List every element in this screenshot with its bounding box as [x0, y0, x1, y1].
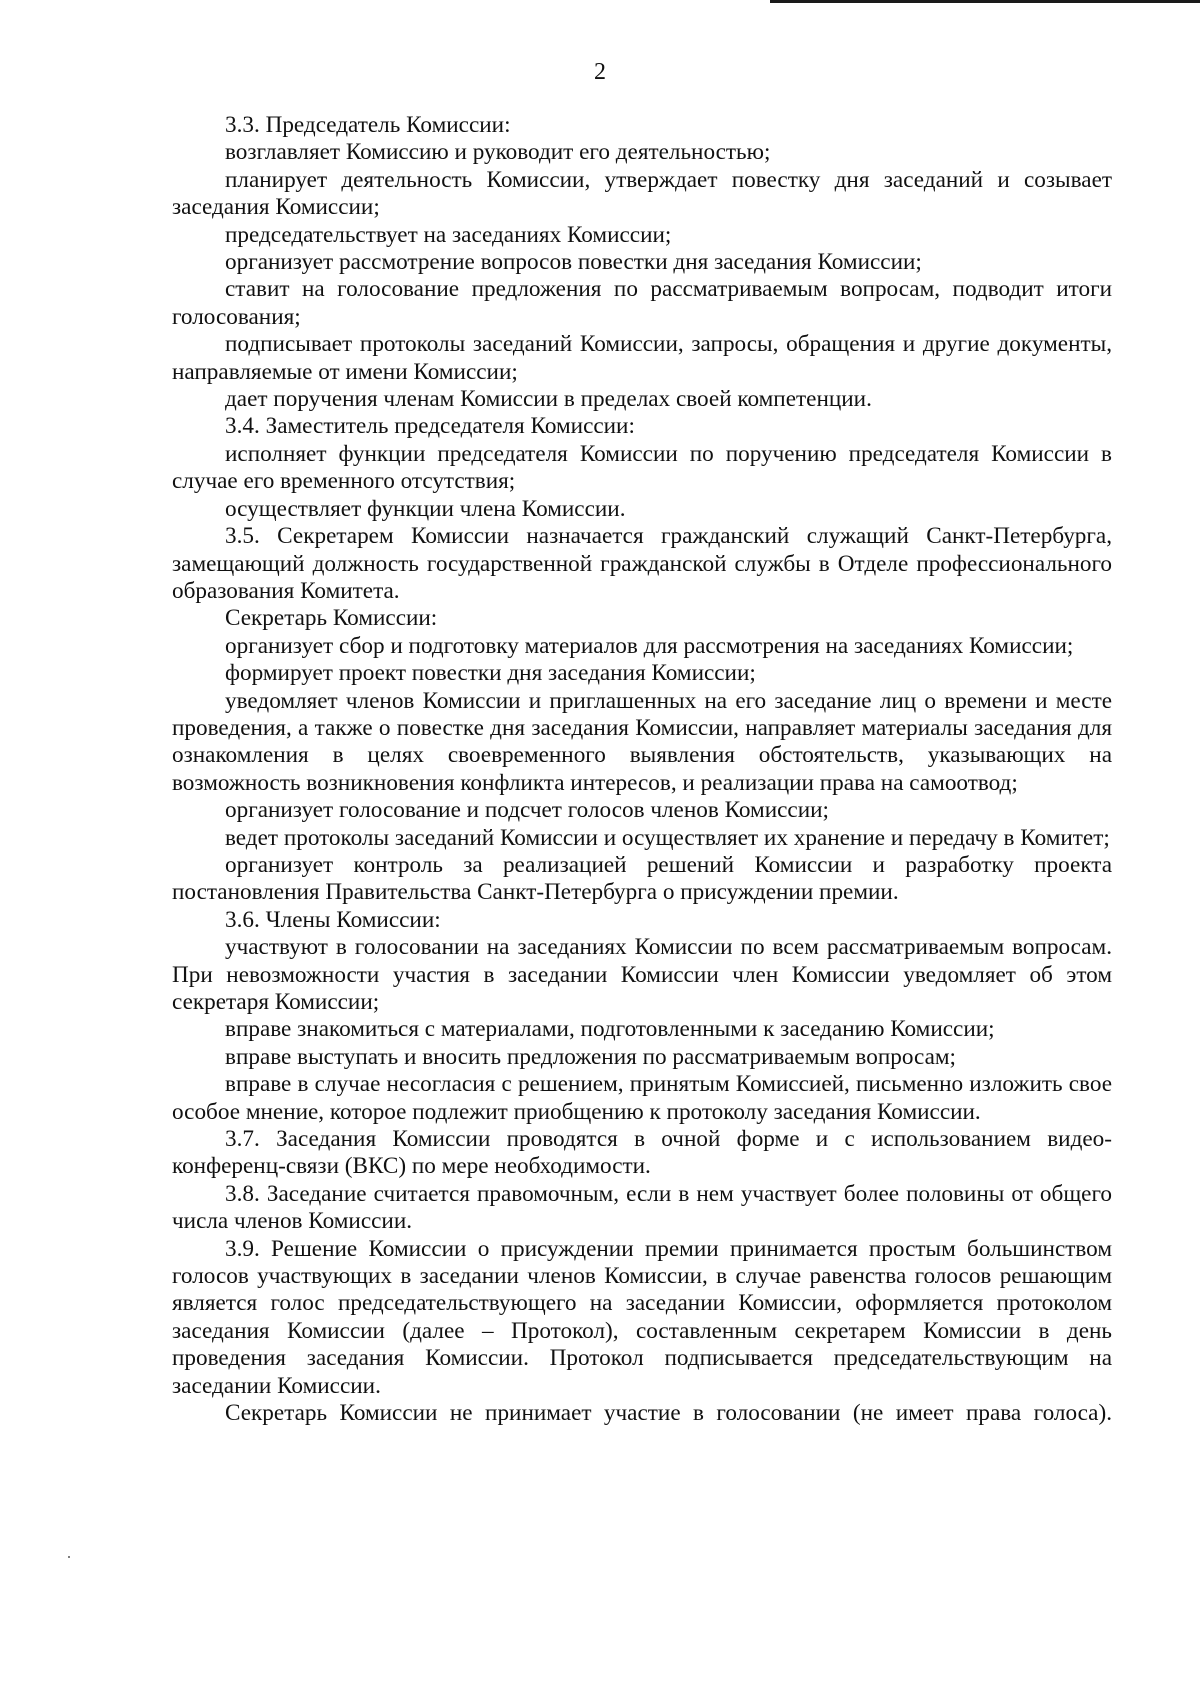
paragraph: возглавляет Комиссию и руководит его деятельностью;: [225, 139, 771, 166]
page-number: 2: [594, 59, 606, 85]
paragraph: председательствует на заседаниях Комиссии;: [225, 221, 672, 248]
paragraph-secretary-heading: Секретарь Комиссии:: [225, 605, 438, 632]
paragraph: формирует проект повестки дня заседания Комиссии;: [225, 660, 756, 687]
paragraph-3-4-heading: 3.4. Заместитель председателя Комиссии:: [225, 413, 635, 440]
paragraph-3-6-heading: 3.6. Члены Комиссии:: [225, 906, 441, 933]
paragraph: дает поручения членам Комиссии в пределах своей компетенции.: [225, 386, 872, 413]
paragraph: ставит на голосование предложения по рассматриваемым вопросам, подводит итоги голосования;: [172, 276, 1112, 330]
paragraph: планирует деятельность Комиссии, утверждает повестку дня заседаний и созывает заседания Комиссии;: [172, 166, 1112, 221]
paragraph: исполняет функции председателя Комиссии по поручению председателя Комиссии в случае его временного отсутствия;: [172, 440, 1112, 495]
paragraph: вправе знакомиться с материалами, подготовленными к заседанию Комиссии;: [225, 1016, 995, 1043]
paragraph: ведет протоколы заседаний Комиссии и осуществляет их хранение и передачу в Комитет;: [225, 824, 1110, 851]
paragraph-secretary-no-vote: Секретарь Комиссии не принимает участие в голосовании (не имеет права голоса).: [225, 1400, 1112, 1427]
paragraph: организует сбор и подготовку материалов для рассмотрения на заседаниях Комиссии;: [225, 632, 1074, 659]
paragraph-3-8: 3.8. Заседание считается правомочным, если в нем участвует более половины от общего числа членов Комиссии.: [172, 1180, 1112, 1235]
paragraph: вправе выступать и вносить предложения по рассматриваемым вопросам;: [225, 1043, 956, 1070]
paragraph-3-3-heading: 3.3. Председатель Комиссии:: [225, 112, 511, 138]
paragraph: участвуют в голосовании на заседаниях Комиссии по всем рассматриваемым вопросам. При невозможности участия в заседании Комиссии член Комиссии уведомляет об этом секретаря Комиссии;: [172, 934, 1112, 1015]
scan-top-rule: [770, 0, 1200, 3]
paragraph: вправе в случае несогласия с решением, принятым Комиссией, письменно изложить свое особое мнение, которое подлежит приобщению к протоколу заседания Комиссии.: [172, 1071, 1112, 1125]
paragraph: подписывает протоколы заседаний Комиссии, запросы, обращения и другие документы, направляемые от имени Комиссии;: [172, 331, 1112, 385]
paragraph: осуществляет функции члена Комиссии.: [225, 495, 626, 522]
document-body: [172, 112, 1112, 1428]
paragraph: организует контроль за реализацией решений Комиссии и разработку проекта постановления Правительства Санкт-Петербурга о присуждении премии.: [172, 851, 1112, 906]
paragraph-3-9: 3.9. Решение Комиссии о присуждении премии принимается простым большинством голосов участвующих в заседании членов Комиссии, в случае равенства голосов решающим является голос председательствующего на заседании Комиссии, оформляется протоколом заседания Комиссии (далее – Протокол), составленным секретарем Комиссии в день проведения заседания Комиссии. Протокол подписывается председательствующим на заседании Комиссии.: [172, 1235, 1112, 1399]
paragraph-3-7: 3.7. Заседания Комиссии проводятся в очной форме и с использованием видео-конференц-связи (ВКС) по мере необходимости.: [172, 1126, 1112, 1180]
paragraph: организует голосование и подсчет голосов членов Комиссии;: [225, 797, 829, 824]
scan-speck: [68, 1556, 70, 1558]
paragraph: организует рассмотрение вопросов повестки дня заседания Комиссии;: [225, 249, 922, 276]
paragraph: уведомляет членов Комиссии и приглашенных на его заседание лиц о времени и месте проведения, а также о повестке дня заседания Комиссии, направляет материалы заседания для ознакомления в целях своевременного выявления обстоятельств, указывающих на возможность возникновения конфликта интересов, и реализации права на самоотвод;: [172, 687, 1112, 796]
paragraph-3-5: 3.5. Секретарем Комиссии назначается гражданский служащий Санкт-Петербурга, замещающий должность государственной гражданской службы в Отделе профессионального образования Комитета.: [172, 523, 1112, 604]
